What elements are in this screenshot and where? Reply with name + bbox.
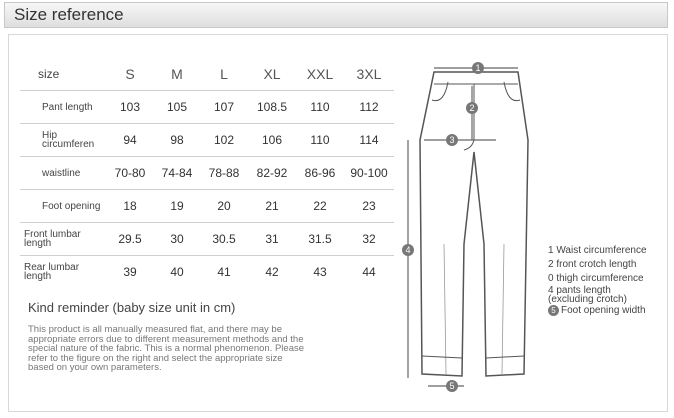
svg-text:5: 5 [449, 381, 455, 391]
legend-item: 4 pants length [548, 285, 611, 296]
table-cell: 98 [170, 133, 184, 147]
table-cell: 110 [310, 133, 330, 147]
marker-3 [446, 134, 458, 146]
table-cell: 74-84 [161, 166, 193, 180]
column-header: M [171, 66, 183, 82]
legend-item-label: Foot opening width [561, 305, 646, 316]
page-title: Size reference [14, 5, 124, 24]
table-cell: 106 [261, 133, 283, 147]
svg-text:4: 4 [405, 245, 411, 255]
table-cell: 102 [213, 133, 235, 147]
legend-item-5 [548, 304, 647, 318]
column-header: XL [263, 66, 281, 82]
table-row [20, 256, 394, 289]
table-cell: 31.5 [308, 232, 332, 246]
table-cell: 41 [217, 265, 231, 279]
table-cell: 42 [265, 265, 279, 279]
table-cell: 70-80 [114, 166, 146, 180]
table-cell: 112 [359, 100, 379, 114]
table-cell: 30.5 [212, 232, 236, 246]
table-cell: 82-92 [256, 166, 288, 180]
table-cell: 18 [123, 199, 137, 213]
header-bar [4, 2, 668, 28]
table-cell: 90-100 [350, 166, 388, 180]
table-cell: 30 [170, 232, 184, 246]
marker-5 [446, 380, 458, 392]
legend-item: (excluding crotch) [548, 294, 627, 305]
row-label: waistline [42, 167, 81, 179]
table-cell: 114 [359, 133, 379, 147]
table-cell: 44 [362, 265, 376, 279]
row-label: Rear lumbar length [24, 262, 80, 282]
svg-text:1: 1 [475, 63, 481, 73]
table-row [20, 91, 394, 124]
table-cell: 86-96 [304, 166, 336, 180]
table-row [20, 124, 394, 157]
table-cell: 94 [123, 133, 137, 147]
kind-reminder-title: Kind reminder (baby size unit in cm) [28, 300, 236, 315]
row-label: Pant length [42, 101, 93, 113]
table-cell: 22 [313, 199, 327, 213]
column-header: XXL [306, 66, 334, 82]
measurement-legend [548, 244, 647, 318]
table-header-row [20, 58, 394, 91]
number-5-icon: 5 [548, 305, 559, 316]
table-cell: 19 [170, 199, 184, 213]
table-cell: 20 [217, 199, 231, 213]
table-cell: 103 [119, 100, 141, 114]
size-table [20, 58, 394, 289]
table-row [20, 190, 394, 223]
svg-text:2: 2 [469, 103, 475, 113]
table-cell: 31 [265, 232, 279, 246]
row-label: Foot opening [42, 200, 101, 212]
table-cell: 23 [362, 199, 376, 213]
table-cell: 43 [313, 265, 327, 279]
table-cell: 40 [170, 265, 184, 279]
marker-1 [472, 62, 484, 74]
pants-diagram [400, 44, 550, 400]
kind-reminder-body: This product is all manually measured flat, and there may be appropriate errors due to different measurement methods and the special nature of the fabric. This is a normal phenomenon. Please refer to the figure on the right and select the appropriate size based on your own parameters. [28, 324, 305, 374]
table-cell: 21 [265, 199, 279, 213]
marker-2 [466, 102, 478, 114]
column-header: L [220, 66, 228, 82]
row-label: Front lumbar length [24, 229, 81, 249]
table-cell: 32 [362, 232, 376, 246]
column-header: 3XL [356, 66, 382, 82]
column-header-size: size [38, 66, 60, 81]
table-cell: 108.5 [256, 100, 288, 114]
table-cell: 39 [123, 265, 137, 279]
table-cell: 107 [213, 100, 235, 114]
table-cell: 105 [166, 100, 188, 114]
table-cell: 29.5 [118, 232, 142, 246]
table-row [20, 223, 394, 256]
row-label: Hip circumferen [42, 130, 95, 150]
svg-text:3: 3 [449, 135, 455, 145]
marker-4 [402, 244, 414, 256]
legend-item: 1 Waist circumference [548, 245, 647, 256]
table-cell: 110 [310, 100, 330, 114]
legend-item: 2 front crotch length [548, 259, 637, 270]
table-row [20, 157, 394, 190]
column-header: S [125, 66, 135, 82]
legend-item: 0 thigh circumference [548, 273, 644, 284]
table-cell: 78-88 [208, 166, 240, 180]
